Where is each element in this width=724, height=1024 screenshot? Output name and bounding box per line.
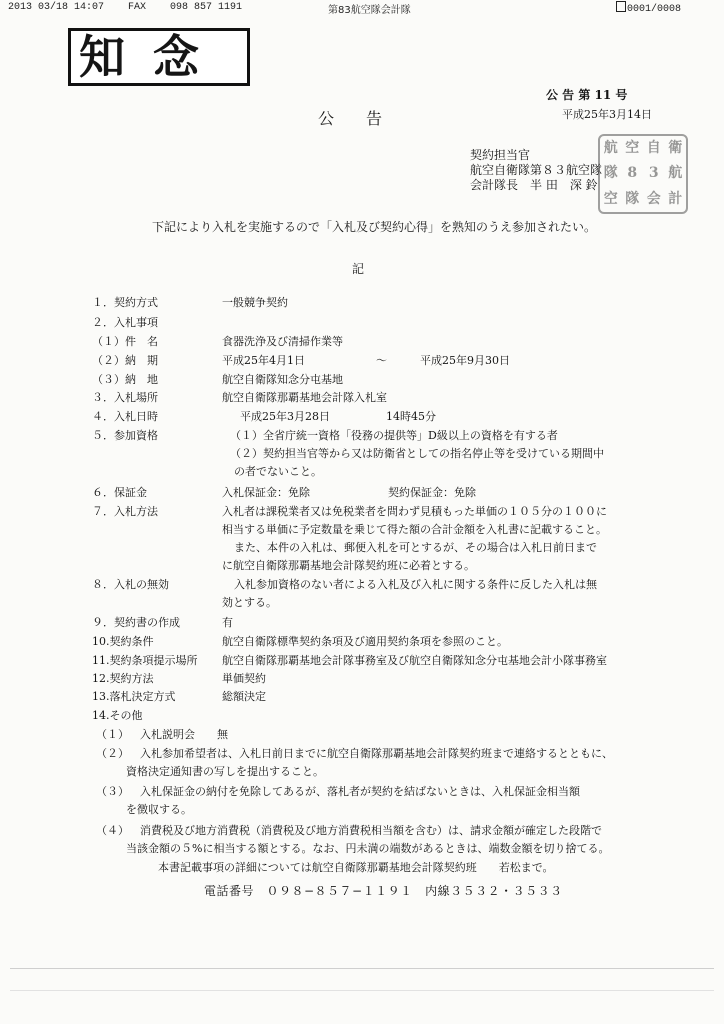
- fax-page-icon: [616, 1, 626, 12]
- fax-label: FAX: [128, 2, 147, 13]
- official-seal: [598, 134, 688, 214]
- item-2b-from: 平成25年4月1日: [222, 354, 305, 367]
- scan-line: [10, 968, 714, 969]
- item-10-value: 航空自衛隊標準契約条項及び適用契約条項を参照のこと。: [222, 635, 508, 648]
- seal-character: 隊: [603, 165, 618, 182]
- item-2c-label: （３）納 地: [92, 373, 158, 386]
- item-4-date: 平成25年3月28日: [240, 410, 330, 423]
- item-10-label: 10.契約条件: [92, 635, 154, 648]
- item-5-label: ５．参加資格: [92, 429, 158, 442]
- item-2b-to: 平成25年9月30日: [420, 354, 510, 367]
- issuer-title: 契約担当官: [470, 148, 531, 162]
- seal-character: 空: [603, 190, 618, 207]
- chinen-stamp: [68, 28, 250, 86]
- item-2a-value: 食器洗浄及び清掃作業等: [222, 335, 343, 348]
- phone-number: 電話番号 ０９８−８５７−１１９１ 内線３５３２・３５３３: [204, 884, 563, 898]
- issuer-name: 会計隊長 半 田 深 鈴: [470, 178, 598, 192]
- item-8-line-1: 入札参加資格のない者による入札及び入札に関する条件に反した入札は無: [234, 578, 597, 591]
- seal-character: 3: [648, 165, 659, 182]
- item-9-value: 有: [222, 616, 233, 629]
- item-5-line-2: （２）契約担当官等から又は防衛省としての指名停止等を受けている期間中: [230, 447, 604, 460]
- other-2-line-2: 資格決定通知書の写しを提出すること。: [126, 765, 324, 778]
- item-12-label: 12.契約方法: [92, 672, 154, 685]
- fax-datetime: 2013 03/18 14:07: [8, 2, 105, 13]
- item-1-label: １．契約方式: [92, 296, 158, 309]
- item-7-line-1: 入札者は課税業者又は免税業者を問わず見積もった単価の１０５分の１００に: [222, 505, 607, 518]
- other-1-label: （１）: [96, 728, 129, 741]
- item-2c-value: 航空自衛隊知念分屯基地: [222, 373, 343, 386]
- notice-date: 平成25年3月14日: [562, 108, 652, 121]
- other-3-label: （３）: [96, 785, 129, 798]
- seal-character: 計: [668, 190, 683, 207]
- item-6-label: ６．保証金: [92, 486, 147, 499]
- item-7-label: ７．入札方法: [92, 505, 158, 518]
- item-5-line-3: の者でないこと。: [234, 465, 322, 478]
- item-1-value: 一般競争契約: [222, 296, 288, 309]
- item-7-line-2: 相当する単価に予定数量を乗じて得た額の合計金額を入札書に記載すること。: [222, 523, 607, 536]
- item-6-bid-deposit: 入札保証金：免除: [222, 486, 310, 499]
- item-13-label: 13.落札決定方式: [92, 690, 176, 703]
- ki-heading: 記: [352, 262, 365, 276]
- intro-text: 下記により入札を実施するので「入札及び契約心得」を熟知のうえ参加されたい。: [152, 220, 597, 234]
- fax-sender: 第83航空隊会計隊: [328, 5, 411, 16]
- item-7-line-3: また、本件の入札は、郵便入札を可とするが、その場合は入札日前日まで: [234, 541, 597, 554]
- item-6-contract-deposit: 契約保証金：免除: [388, 486, 476, 499]
- other-3-line-1: 入札保証金の納付を免除してあるが、落札者が契約を結ばないときは、入札保証金相当額: [140, 785, 580, 798]
- item-4-time: 14時45分: [386, 410, 436, 423]
- seal-character: 会: [646, 190, 661, 207]
- item-2b-label: （２）納 期: [92, 354, 158, 367]
- item-2a-label: （１）件 名: [92, 335, 158, 348]
- fax-page-number: 0001/0008: [627, 4, 682, 15]
- scan-line: [10, 990, 714, 991]
- seal-character: 自: [646, 140, 661, 156]
- item-14-label: 14.その他: [92, 709, 143, 722]
- item-8-line-2: 効とする。: [222, 596, 277, 609]
- notice-number: 公 告 第 11 号: [546, 88, 628, 102]
- other-4-line-2: 当該金額の５%に相当する額とする。なお、円未満の端数があるときは、端数金額を切り捨てる。: [126, 842, 610, 855]
- item-11-value: 航空自衛隊那覇基地会計隊事務室及び航空自衛隊知念分屯基地会計小隊事務室: [222, 654, 607, 667]
- item-13-value: 総額決定: [222, 690, 266, 703]
- item-12-value: 単価契約: [222, 672, 266, 685]
- other-3-line-2: を徴収する。: [126, 803, 192, 816]
- item-2-label: ２．入札事項: [92, 316, 158, 329]
- item-3-value: 航空自衛隊那覇基地会計隊入札室: [222, 391, 387, 404]
- issuer-unit: 航空自衛隊第８３航空隊: [470, 163, 603, 177]
- seal-character: 航: [668, 165, 683, 182]
- fax-page: [616, 1, 681, 15]
- item-5-line-1: （１）全省庁統一資格「役務の提供等」D級以上の資格を有する者: [230, 429, 558, 442]
- item-4-label: ４．入札日時: [92, 410, 158, 423]
- page-title: 公 告: [318, 109, 383, 128]
- item-7-line-4: に航空自衛隊那覇基地会計隊契約班に必着とする。: [222, 559, 475, 572]
- chinen-stamp-text: 知念: [79, 30, 227, 84]
- seal-character: 8: [627, 165, 638, 182]
- item-8-label: ８．入札の無効: [92, 578, 169, 591]
- seal-character: 空: [625, 140, 640, 156]
- other-4-label: （４）: [96, 824, 129, 837]
- item-11-label: 11.契約条項提示場所: [92, 654, 198, 667]
- other-4-line-1: 消費税及び地方消費税（消費税及び地方消費税相当額を含む）は、請求金額が確定した段階で: [140, 824, 602, 837]
- inquiry-text: 本書記載事項の詳細については航空自衛隊那覇基地会計隊契約班 若松まで。: [158, 861, 554, 874]
- seal-character: 航: [603, 140, 618, 156]
- fax-number: 098 857 1191: [170, 2, 243, 13]
- other-2-label: （２）: [96, 747, 129, 760]
- seal-character: 衛: [668, 140, 683, 156]
- other-2-line-1: 入札参加希望者は、入札日前日までに航空自衛隊那覇基地会計隊契約班まで連絡するとともに、: [140, 747, 613, 760]
- item-3-label: ３．入札場所: [92, 391, 158, 404]
- item-9-label: ９．契約書の作成: [92, 616, 180, 629]
- seal-character: 隊: [625, 190, 640, 207]
- other-1-text: 入札説明会 無: [140, 728, 228, 741]
- item-2b-tilde: ～: [376, 354, 387, 367]
